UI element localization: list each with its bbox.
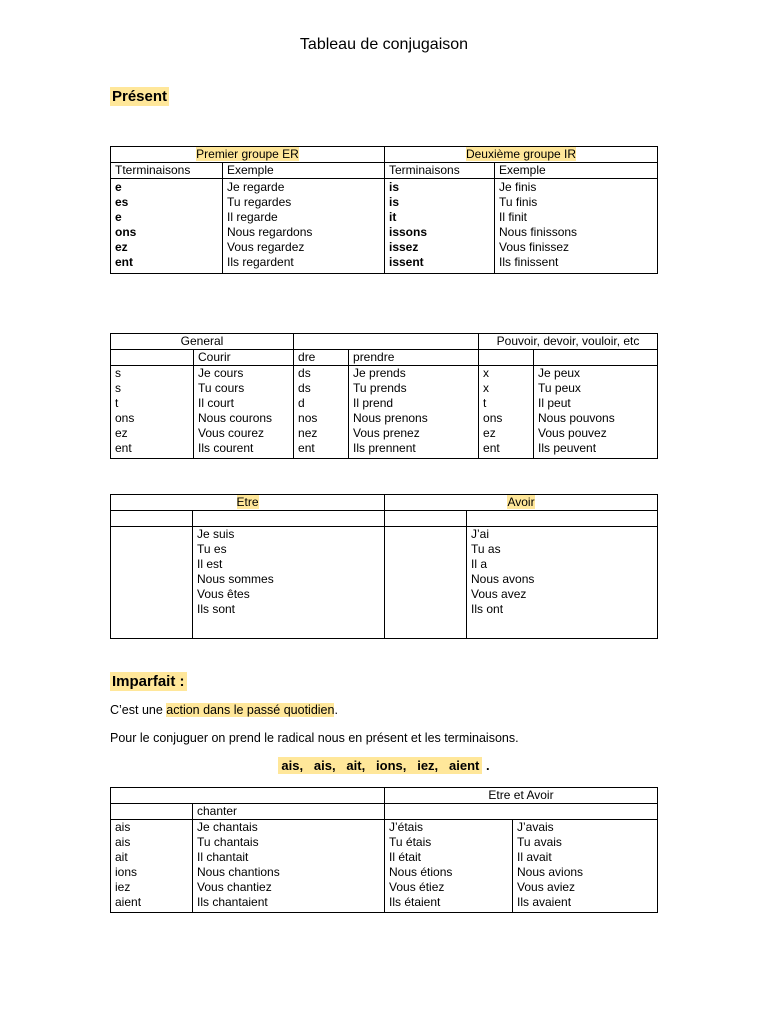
ending: ent — [483, 441, 500, 455]
column-header: prendre — [349, 350, 479, 366]
ending: ais — [115, 820, 131, 834]
cell — [385, 527, 467, 639]
cell — [513, 820, 658, 913]
ending: t — [483, 396, 487, 410]
description-text: C’est une — [110, 703, 167, 717]
example: Je cours — [198, 366, 244, 380]
cell — [223, 179, 385, 274]
imparfait-endings — [0, 758, 768, 773]
example: Nous pouvons — [538, 411, 615, 425]
cell — [385, 511, 467, 527]
table-etre-avoir — [110, 494, 658, 639]
table-subheader-row — [111, 163, 658, 179]
endings-suffix: . — [482, 758, 490, 773]
ending: e — [115, 210, 122, 224]
ending: t — [115, 396, 119, 410]
example: Nous courons — [198, 411, 273, 425]
column-header: dre — [294, 350, 349, 366]
etre-form: Ils sont — [197, 602, 236, 616]
example: Vous courez — [198, 426, 265, 440]
ending: x — [483, 381, 490, 395]
ending: ent — [298, 441, 315, 455]
ending: ait — [115, 850, 128, 864]
etre-form: Il est — [197, 557, 223, 571]
avoir-form: Tu as — [471, 542, 501, 556]
example: Je prends — [353, 366, 406, 380]
avoir-form: Tu avais — [517, 835, 562, 849]
example: Ils courent — [198, 441, 254, 455]
cell — [534, 350, 658, 366]
cell — [479, 366, 534, 459]
etre-form: Il était — [389, 850, 422, 864]
etre-form: Je suis — [197, 527, 235, 541]
example: Ils finissent — [499, 255, 559, 269]
header-cell: Etre et Avoir — [385, 788, 658, 804]
ending: ent — [115, 255, 133, 269]
ending: ez — [115, 240, 128, 254]
header-cell — [385, 495, 658, 511]
etre-label: Etre — [236, 495, 259, 509]
example: Nous prenons — [353, 411, 428, 425]
avoir-form: Vous aviez — [517, 880, 576, 894]
cell — [467, 511, 658, 527]
ending: nez — [298, 426, 318, 440]
example: Vous chantiez — [197, 880, 272, 894]
etre-form: Vous étiez — [389, 880, 445, 894]
example: Ils prennent — [353, 441, 416, 455]
ending: ons — [115, 411, 135, 425]
cell — [467, 527, 658, 639]
column-header: Exemple — [223, 163, 385, 179]
cell — [193, 511, 385, 527]
ending: ons — [115, 225, 137, 239]
example: Il finit — [499, 210, 528, 224]
column-header: Courir — [194, 350, 294, 366]
avoir-form: Nous avons — [471, 572, 535, 586]
ending: ds — [298, 381, 311, 395]
example: Il prend — [353, 396, 394, 410]
example: Tu chantais — [197, 835, 259, 849]
table-subheader-row — [111, 804, 658, 820]
etre-form: J’étais — [389, 820, 424, 834]
cell — [111, 527, 193, 639]
etre-form: Nous étions — [389, 865, 453, 879]
cell — [495, 179, 658, 274]
avoir-form: Vous avez — [471, 587, 527, 601]
ending: ent — [115, 441, 132, 455]
example: Vous regardez — [227, 240, 305, 254]
cell — [111, 179, 223, 274]
cell — [111, 366, 194, 459]
imparfait-instruction: Pour le conjuguer on prend le radical nous en présent et les terminaisons. — [110, 731, 519, 745]
ending: aient — [115, 895, 142, 909]
etre-form: Vous êtes — [197, 587, 250, 601]
group-2-label: Deuxième groupe IR — [465, 147, 577, 161]
header-cell — [294, 334, 479, 350]
cell — [111, 350, 194, 366]
table-header-row — [111, 147, 658, 163]
avoir-form: Nous avions — [517, 865, 584, 879]
header-cell — [111, 788, 385, 804]
cell — [534, 366, 658, 459]
example: Tu cours — [198, 381, 245, 395]
ending: issez — [389, 240, 419, 254]
cell — [385, 804, 658, 820]
example: Il regarde — [227, 210, 278, 224]
avoir-form: Ils avaient — [517, 895, 572, 909]
etre-form: Ils étaient — [389, 895, 441, 909]
table-subheader-row — [111, 350, 658, 366]
ending: issons — [389, 225, 428, 239]
example: Nous chantions — [197, 865, 280, 879]
header-cell — [111, 147, 385, 163]
example: Tu prends — [353, 381, 407, 395]
section-heading-imparfait: Imparfait : — [112, 673, 185, 690]
avoir-form: J’avais — [517, 820, 554, 834]
avoir-form: Il avait — [517, 850, 552, 864]
endings-list: ais, ais, ait, ions, iez, aient — [278, 757, 482, 774]
ending: x — [483, 366, 490, 380]
column-header: chanter — [193, 804, 385, 820]
example: Tu regardes — [227, 195, 292, 209]
cell — [111, 820, 193, 913]
column-header: Terminaisons — [385, 163, 495, 179]
table-row — [111, 820, 658, 913]
header-cell: General — [111, 334, 294, 350]
ending: es — [115, 195, 129, 209]
ending: ez — [483, 426, 496, 440]
header-cell — [385, 147, 658, 163]
description-text: . — [334, 703, 338, 717]
cell — [111, 511, 193, 527]
group-1-label: Premier groupe ER — [196, 147, 299, 161]
etre-form: Tu es — [197, 542, 227, 556]
ending: ions — [115, 865, 138, 879]
table-present-irregular — [110, 333, 658, 459]
example: Je peux — [538, 366, 581, 380]
cell — [111, 804, 193, 820]
ending: s — [115, 381, 121, 395]
cell — [385, 820, 513, 913]
avoir-form: Ils ont — [471, 602, 504, 616]
section-heading-present: Présent — [112, 88, 168, 105]
imparfait-description — [110, 703, 338, 717]
example: Je finis — [499, 180, 537, 194]
ending: ds — [298, 366, 311, 380]
example: Ils regardent — [227, 255, 294, 269]
example: Nous finissons — [499, 225, 578, 239]
example: Vous prenez — [353, 426, 420, 440]
ending: is — [389, 195, 400, 209]
table-header-row — [111, 788, 658, 804]
ending: issent — [389, 255, 424, 269]
example: Vous finissez — [499, 240, 570, 254]
example: Nous regardons — [227, 225, 313, 239]
ending: d — [298, 396, 305, 410]
example: Il court — [198, 396, 235, 410]
ending: nos — [298, 411, 318, 425]
example: Il peut — [538, 396, 571, 410]
ending: ez — [115, 426, 128, 440]
header-cell: Pouvoir, devoir, vouloir, etc — [479, 334, 658, 350]
example: Je chantais — [197, 820, 258, 834]
avoir-label: Avoir — [507, 495, 535, 509]
cell — [479, 350, 534, 366]
ending: s — [115, 366, 121, 380]
cell — [349, 366, 479, 459]
avoir-form: Il a — [471, 557, 488, 571]
table-header-row — [111, 495, 658, 511]
page-title: Tableau de conjugaison — [299, 36, 469, 53]
etre-form: Tu étais — [389, 835, 432, 849]
highlighted-phrase: action dans le passé quotidien — [166, 703, 335, 717]
example: Il chantait — [197, 850, 249, 864]
cell — [294, 366, 349, 459]
example: Tu peux — [538, 381, 581, 395]
example: Tu finis — [499, 195, 538, 209]
table-present-groups — [110, 146, 658, 274]
table-header-row — [111, 334, 658, 350]
table-row — [111, 179, 658, 274]
example: Ils peuvent — [538, 441, 597, 455]
example: Vous pouvez — [538, 426, 607, 440]
column-header: Exemple — [495, 163, 658, 179]
table-imparfait — [110, 787, 658, 913]
example: Ils chantaient — [197, 895, 268, 909]
table-row — [111, 366, 658, 459]
cell — [385, 179, 495, 274]
ending: it — [389, 210, 397, 224]
table-subheader-row — [111, 511, 658, 527]
etre-form: Nous sommes — [197, 572, 274, 586]
avoir-form: J’ai — [471, 527, 490, 541]
table-row — [111, 527, 658, 639]
ending: is — [389, 180, 400, 194]
column-header: Tterminaisons — [111, 163, 223, 179]
cell — [193, 527, 385, 639]
ending: e — [115, 180, 122, 194]
header-cell — [111, 495, 385, 511]
example: Je regarde — [227, 180, 285, 194]
ending: iez — [115, 880, 131, 894]
cell — [193, 820, 385, 913]
ending: ons — [483, 411, 503, 425]
cell — [194, 366, 294, 459]
ending: ais — [115, 835, 131, 849]
